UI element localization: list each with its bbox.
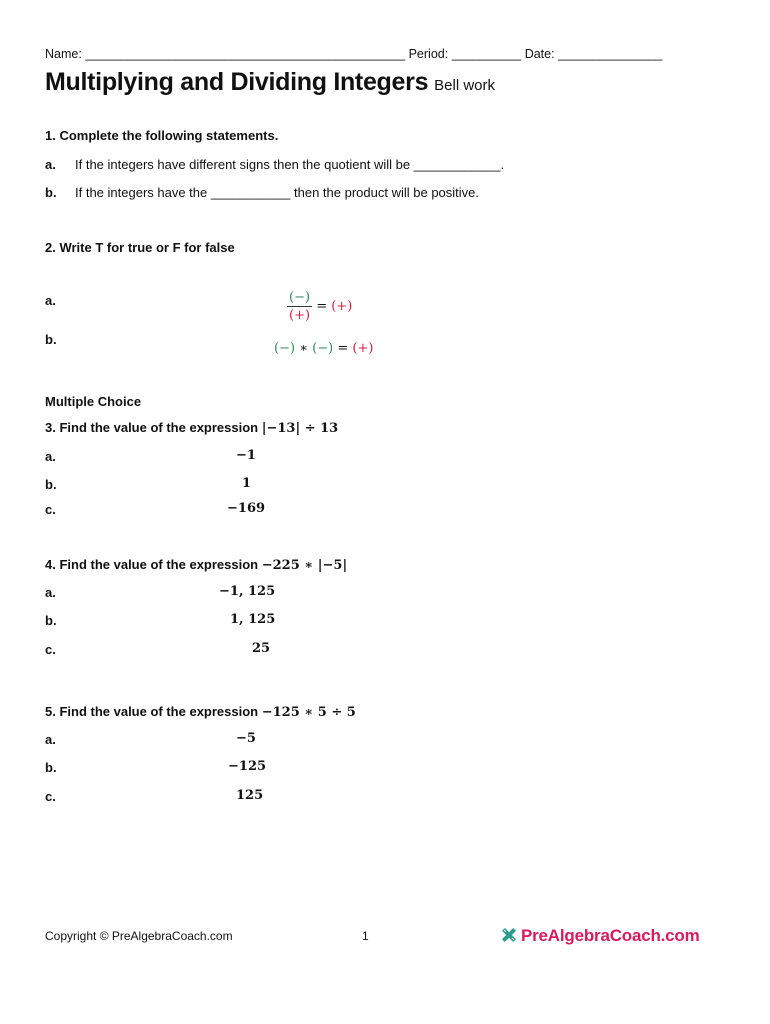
s1-item-b-label: b. bbox=[45, 185, 57, 200]
middle-sign: (−) bbox=[312, 341, 334, 356]
q4-option-a-value[interactable]: −1, 125 bbox=[219, 584, 276, 599]
period-blank[interactable]: __________ bbox=[451, 47, 522, 61]
rhs-sign: (+) bbox=[331, 299, 353, 314]
multiply-sign: ∗ bbox=[299, 341, 309, 356]
q4-option-b-label[interactable]: b. bbox=[45, 613, 57, 628]
page-number: 1 bbox=[362, 929, 369, 943]
brand-logo bbox=[500, 926, 700, 949]
s1-item-a-label: a. bbox=[45, 157, 56, 172]
q3-option-c-value[interactable]: −169 bbox=[227, 501, 266, 516]
title-main: Multiplying and Dividing Integers bbox=[45, 68, 429, 96]
q3-option-a-label[interactable]: a. bbox=[45, 449, 56, 464]
brand-name: PreAlgebraCoach.com bbox=[521, 926, 700, 945]
pencil-ruler-icon bbox=[500, 926, 518, 949]
s2-item-a-label: a. bbox=[45, 293, 56, 308]
left-sign: (−) bbox=[274, 341, 296, 356]
equals-sign: = bbox=[337, 341, 349, 356]
q5-prompt bbox=[45, 704, 356, 720]
q4-option-b-value[interactable]: 1, 125 bbox=[230, 612, 276, 627]
q4-option-c-label[interactable]: c. bbox=[45, 642, 56, 657]
fraction-numerator: (−) bbox=[289, 290, 311, 305]
section2-heading: 2. Write T for true or F for false bbox=[45, 240, 235, 255]
section1-heading: 1. Complete the following statements. bbox=[45, 128, 279, 143]
q3-expression: |−13| ÷ 13 bbox=[261, 421, 339, 436]
date-blank[interactable]: _______________ bbox=[558, 47, 663, 61]
s2-item-b-equation bbox=[274, 341, 373, 356]
q3-option-b-value[interactable]: 1 bbox=[242, 476, 252, 491]
rhs-sign: (+) bbox=[352, 341, 374, 356]
q3-prompt bbox=[45, 420, 338, 436]
equals-sign: = bbox=[316, 299, 328, 314]
q4-option-c-value[interactable]: 25 bbox=[252, 641, 271, 656]
s2-item-a-equation bbox=[287, 290, 352, 323]
q4-option-a-label[interactable]: a. bbox=[45, 585, 56, 600]
q5-option-b-label[interactable]: b. bbox=[45, 760, 57, 775]
q5-option-b-value[interactable]: −125 bbox=[228, 759, 267, 774]
q3-option-b-label[interactable]: b. bbox=[45, 477, 57, 492]
q5-option-c-value[interactable]: 125 bbox=[236, 788, 264, 803]
s1-item-a-text: If the integers have different signs then the quotient will be ____________. bbox=[75, 157, 505, 172]
page-title bbox=[45, 68, 495, 97]
q4-prompt bbox=[45, 557, 347, 573]
q5-option-a-label[interactable]: a. bbox=[45, 732, 56, 747]
date-label: Date: bbox=[524, 47, 555, 61]
multiple-choice-heading: Multiple Choice bbox=[45, 394, 142, 409]
name-label: Name: bbox=[45, 47, 82, 61]
name-blank[interactable]: ______________________________________________ bbox=[85, 47, 406, 61]
q5-option-c-label[interactable]: c. bbox=[45, 789, 56, 804]
title-sub: Bell work bbox=[434, 77, 496, 94]
period-label: Period: bbox=[408, 47, 449, 61]
q4-expression: −225 ∗ |−5| bbox=[261, 558, 348, 573]
q4-prompt-text: 4. Find the value of the expression bbox=[45, 557, 259, 572]
q5-option-a-value[interactable]: −5 bbox=[236, 731, 256, 746]
q5-expression: −125 ∗ 5 ÷ 5 bbox=[261, 705, 356, 720]
s2-item-b-label: b. bbox=[45, 332, 57, 347]
fraction-denominator: (+) bbox=[289, 308, 311, 323]
q3-option-a-value[interactable]: −1 bbox=[236, 448, 256, 463]
q3-option-c-label[interactable]: c. bbox=[45, 502, 56, 517]
fraction bbox=[287, 290, 312, 323]
copyright-text: Copyright © PreAlgebraCoach.com bbox=[45, 929, 233, 943]
q3-prompt-text: 3. Find the value of the expression bbox=[45, 420, 259, 435]
q5-prompt-text: 5. Find the value of the expression bbox=[45, 704, 259, 719]
s1-item-b-text: If the integers have the ___________ then the product will be positive. bbox=[75, 185, 480, 200]
header-fields bbox=[45, 47, 662, 61]
